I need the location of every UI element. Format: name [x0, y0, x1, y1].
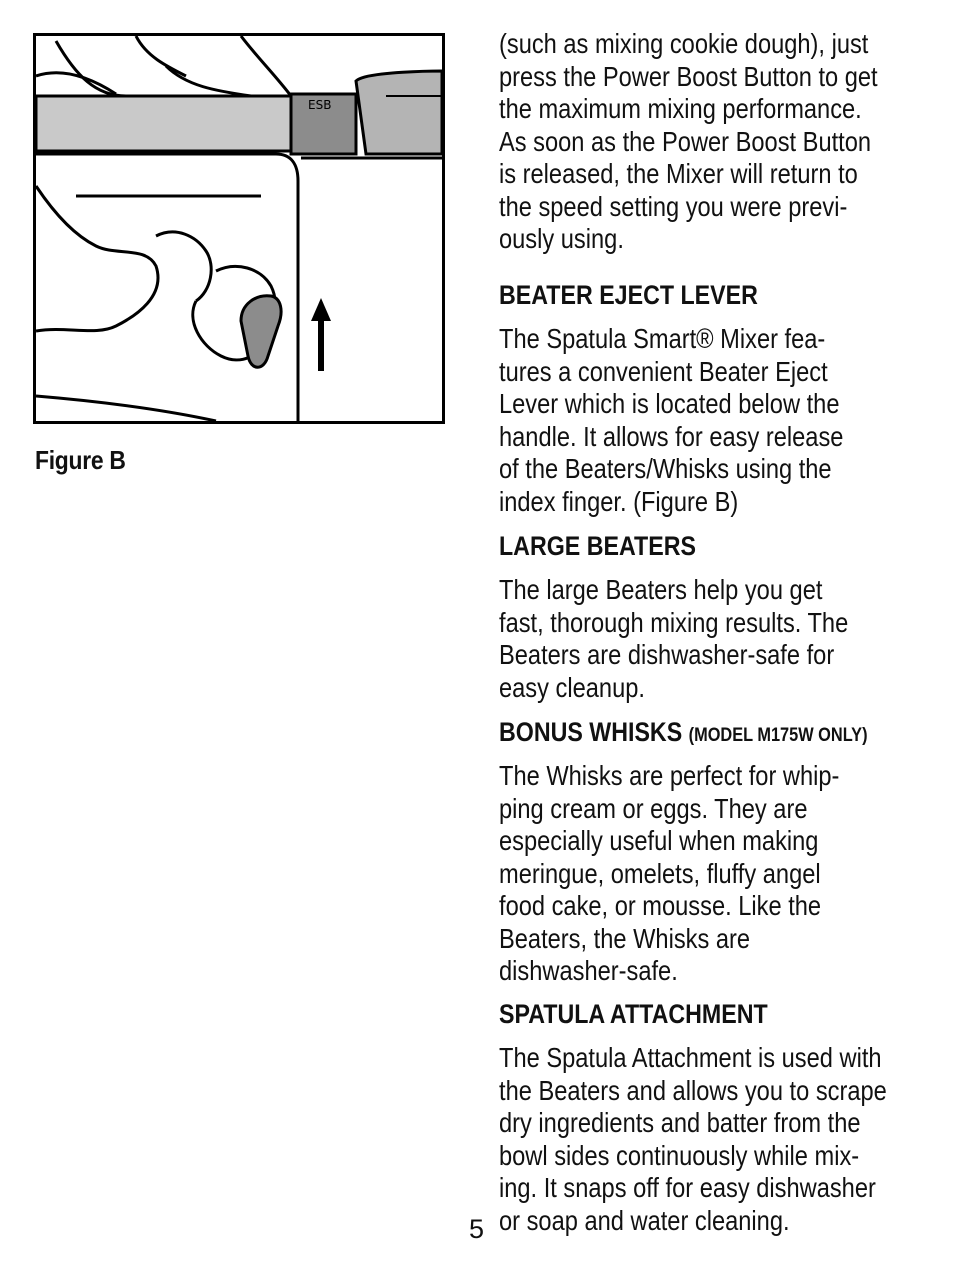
section-beater-eject-lever — [499, 279, 939, 530]
section-spatula-attachment — [499, 998, 939, 1237]
figure-b-illustration — [33, 33, 445, 424]
heading-text: BEATER EJECT LEVER — [499, 280, 758, 310]
section-heading — [499, 530, 938, 574]
heading-text: BONUS WHISKS — [499, 717, 683, 747]
heading-text: SPATULA ATTACHMENT — [499, 999, 768, 1029]
section-body: The Whisks are perfect for whip- ping cream or eggs. They are especially useful when making meringue, omelets, fluffy angel food cake, or mousse. Like the Beaters, the Whisks are dishwasher-safe. — [499, 760, 840, 986]
button-label: ESB — [308, 98, 332, 112]
heading-text: LARGE BEATERS — [499, 531, 696, 561]
section-heading — [499, 716, 938, 760]
section-bonus-whisks — [499, 716, 939, 998]
heading-note: (MODEL M175W ONLY) — [688, 725, 868, 746]
section-large-beaters — [499, 530, 939, 716]
figure-caption: Figure B — [35, 445, 126, 475]
section-body: The large Beaters help you get fast, thorough mixing results. The Beaters are dishwasher-safe for easy cleanup. — [499, 574, 849, 703]
mixer-hand-drawing — [36, 36, 442, 421]
section-heading — [499, 279, 938, 323]
page-number: 5 — [469, 1214, 485, 1244]
section-heading — [499, 998, 938, 1042]
section-body: The Spatula Attachment is used with the Beaters and allows you to scrape dry ingredients and batter from the bowl sides continuously while mix- ing. It snaps off for easy dishwasher or soap and water cleaning. — [499, 1042, 887, 1236]
text-column — [499, 28, 939, 1237]
intro-paragraph: (such as mixing cookie dough), just press the Power Boost Button to get the maximum mixing performance. As soon as the Power Boost Button is released, the Mixer will return to the speed setting you were previ- ously using. — [499, 28, 878, 254]
section-body: The Spatula Smart® Mixer fea- tures a convenient Beater Eject Lever which is located below the handle. It allows for easy release of the Beaters/Whisks using the index finger. (Figure B) — [499, 323, 844, 517]
